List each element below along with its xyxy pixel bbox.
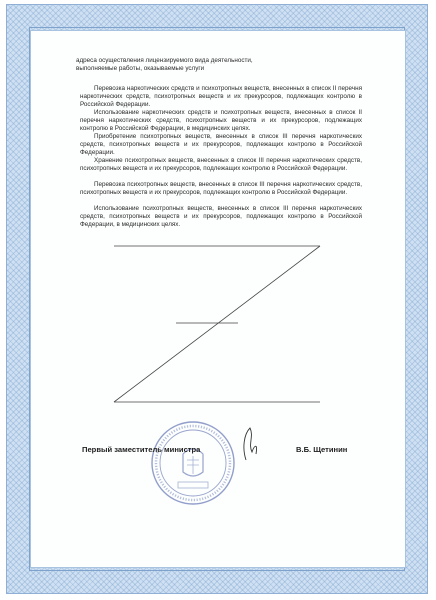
- paragraph-3: Приобретение психотропных веществ, внесенных в список III перечня наркотических средств, психотропных веществ и их прекурсоров, подлежащих контролю в Российской Федерации.: [80, 133, 362, 156]
- handwritten-signature: [228, 424, 268, 464]
- paragraph-1: Перевозка наркотических средств и психотропных веществ, внесенных в список II перечня наркотических средств, психотропных веществ и их прекурсоров, подлежащих контролю в Российской Федерации.: [80, 85, 362, 108]
- signatory-position: Первый заместитель министра: [82, 445, 201, 454]
- header-line-1: адреса осуществления лицензируемого вида деятельности,: [76, 57, 253, 64]
- signatory-name: В.Б. Щетинин: [296, 445, 348, 454]
- official-seal: [150, 420, 236, 506]
- paragraph-2: Использование наркотических средств и психотропных веществ, внесенных в список II перечня наркотических средств, психотропных веществ и их прекурсоров, подлежащих контролю в Российской Федерации, в медицинских целях.: [80, 109, 362, 132]
- paragraph-4: Хранение психотропных веществ, внесенных в список III перечня наркотических средств, психотропных веществ и их прекурсоров, подлежащих контролю в Российской Федерации.: [80, 157, 362, 172]
- paragraph-6: Использование психотропных веществ, внесенных в список III перечня наркотических средств, психотропных веществ и их прекурсоров, подлежащих контролю в Российской Федерации, в медицинских целях.: [80, 205, 362, 228]
- paragraph-5: Перевозка психотропных веществ, внесенных в список III перечня наркотических средств, психотропных веществ и их прекурсоров, подлежащих контролю в Российской Федерации.: [80, 181, 362, 196]
- header-line-2: выполняемые работы, оказываемые услуги: [76, 65, 205, 72]
